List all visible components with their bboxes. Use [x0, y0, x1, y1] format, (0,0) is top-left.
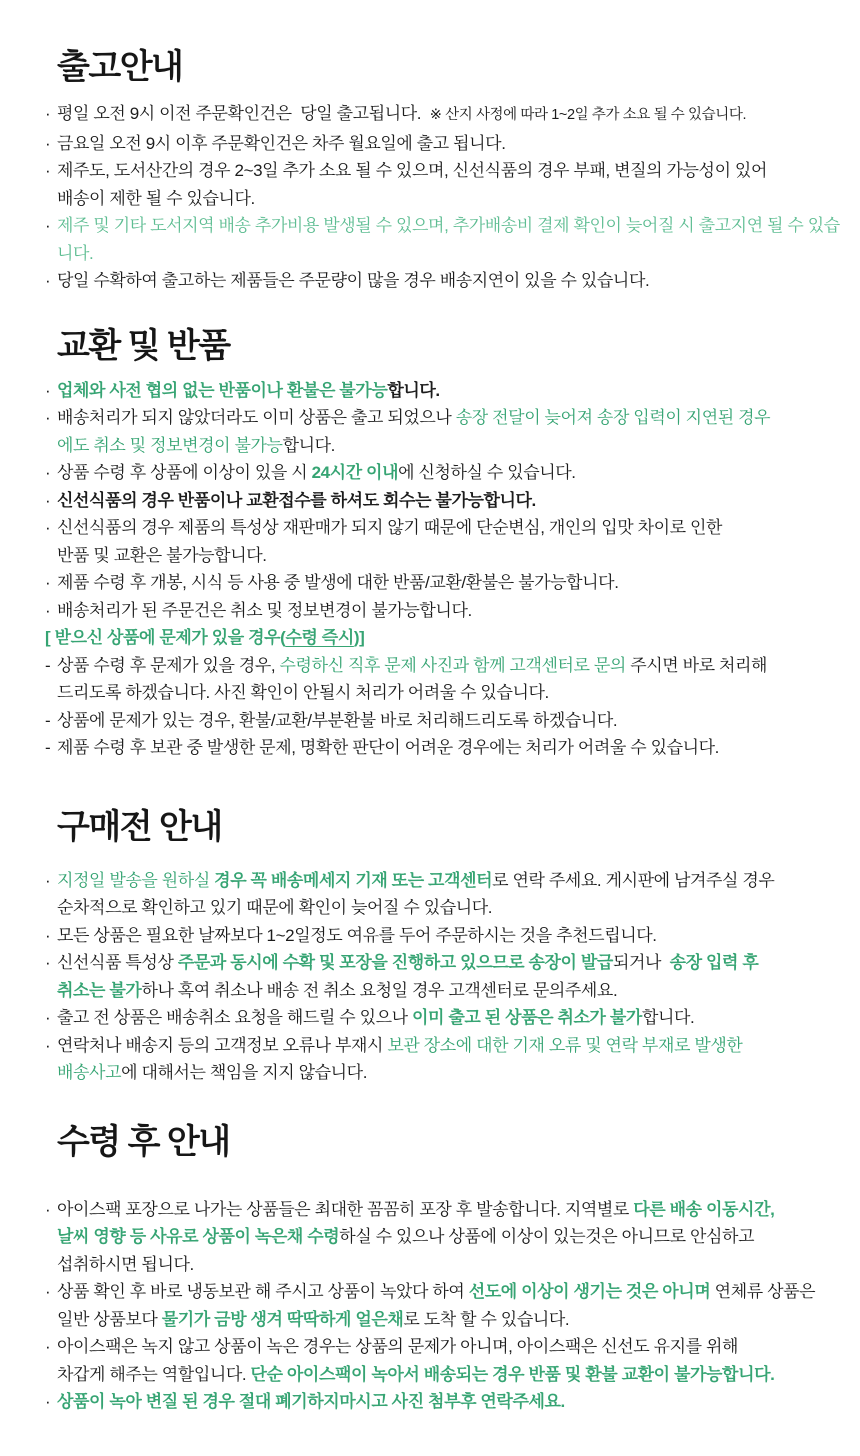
text-segment: 제주도, 도서산간의 경우 2~3일 추가 소요 될 수 있으며, 신선식품의 경우 부패, 변질의 가능성이 있어	[57, 161, 767, 181]
section-title-shipping-guide: 출고안내	[57, 48, 183, 86]
notice-line	[45, 1032, 846, 1060]
notice-line-text	[57, 1223, 846, 1251]
bullet-marker: ·	[45, 573, 51, 593]
text-segment: 아이스팩은 녹지 않고 상품이 녹은 경우는 상품의 문제가 아니며, 아이스팩은 신선도 유지를 위해	[57, 1337, 739, 1357]
text-segment: 드리도록 하겠습니다. 사진 확인이 안될시 처리가 어려울 수 있습니다.	[57, 683, 549, 703]
notice-line	[45, 404, 846, 432]
notice-line-text	[57, 1278, 846, 1306]
text-segment: 다른 배송 이동시간,	[633, 1199, 775, 1219]
bullet-marker: ·	[45, 380, 51, 400]
text-segment: 하실 수 있으나 상품에 이상이 있는것은 아니므로 안심하고	[339, 1227, 755, 1247]
bullet-marker: ·	[45, 1008, 51, 1028]
notice-line-text	[57, 185, 846, 213]
notice-line	[45, 707, 846, 735]
bullet-marker: ·	[45, 490, 51, 510]
bullet-marker: ·	[45, 1392, 51, 1412]
text-segment: 평일 오전 9시 이전 주문확인건은 당일 출고됩니다.	[57, 104, 430, 124]
text-segment: 수령 즉시	[285, 628, 354, 648]
text-segment: 아이스팩 포장으로 나가는 상품들은 최대한 꼼꼼히 포장 후 발송합니다. 지역별로	[57, 1199, 634, 1219]
text-segment: 상품 수령 후 상품에 이상이 있을 시	[57, 463, 312, 483]
notice-line	[45, 1196, 846, 1224]
text-segment: 주시면 바로 처리해	[625, 655, 768, 675]
text-segment: 배송처리가 되지 않았더라도 이미 상품은 출고 되었으나	[57, 408, 456, 428]
bullet-marker: ·	[45, 216, 51, 236]
notice-line-text	[57, 1059, 846, 1087]
notice-line-text	[57, 894, 846, 922]
notice-line-text	[57, 459, 846, 487]
text-segment: 신선식품의 경우 반품이나 교환접수를 하셔도 회수는 불가능합니다.	[57, 490, 536, 510]
notice-line	[45, 130, 846, 158]
notice-line-text	[57, 1388, 846, 1416]
notice-line	[45, 1059, 846, 1087]
text-segment: 취소는 불가	[57, 980, 142, 1000]
text-segment: 연체류 상품은	[710, 1282, 816, 1302]
notice-line	[45, 977, 846, 1005]
text-segment: 물기가 금방 생겨 딱딱하게 얼은채	[161, 1309, 404, 1329]
text-segment: 금요일 오전 9시 이후 주문확인건은 차주 월요일에 출고 됩니다.	[57, 133, 506, 153]
text-segment: 제품 수령 후 개봉, 시식 등 사용 중 발생에 대한 반품/교환/환불은 불가능합니다.	[57, 573, 619, 593]
notice-line	[45, 542, 846, 570]
notice-line-text	[57, 404, 846, 432]
notice-line	[45, 1361, 846, 1389]
notice-line-text	[57, 1004, 846, 1032]
text-segment: 섭취하시면 됩니다.	[57, 1254, 194, 1274]
notice-line-text	[57, 157, 846, 185]
text-segment: 모든 상품은 필요한 날짜보다 1~2일정도 여유를 두어 주문하시는 것을 추천드립니다.	[57, 925, 657, 945]
notice-line-text	[57, 267, 846, 295]
bullet-marker: ·	[45, 518, 51, 538]
notice-line	[45, 922, 846, 950]
text-segment: 업체와 사전 협의 없는 반품이나 환불은 불가능	[57, 380, 388, 400]
bullet-marker: -	[45, 738, 51, 758]
notice-line	[45, 1388, 846, 1416]
text-segment: 연락처나 배송지 등의 고객정보 오류나 부재시	[57, 1035, 388, 1055]
bullet-marker: ·	[45, 271, 51, 291]
text-segment: 로 연락 주세요. 게시판에 남겨주실 경우	[492, 870, 775, 890]
section-title-after-receipt: 수령 후 안내	[57, 1122, 230, 1161]
notice-line-text	[57, 542, 846, 570]
text-segment: 상품에 문제가 있는 경우, 환불/교환/부분환불 바로 처리해드리도록 하겠습니다.	[57, 710, 618, 730]
notice-line-text	[57, 597, 846, 625]
text-segment: 차갑게 해주는 역할입니다.	[57, 1364, 251, 1384]
notice-line	[45, 100, 846, 130]
notice-line-text	[57, 1032, 846, 1060]
text-segment: 신선식품 특성상	[57, 953, 178, 973]
notice-line	[45, 1306, 846, 1334]
notice-line-text	[57, 100, 846, 130]
notice-line-text	[57, 977, 846, 1005]
text-segment: 경우 꼭 배송메세지 기재 또는 고객센터	[214, 870, 493, 890]
notice-line	[45, 624, 846, 652]
text-segment: 출고 전 상품은 배송취소 요청을 해드릴 수 있으나	[57, 1008, 413, 1028]
bullet-marker: ·	[45, 104, 51, 124]
section-title-exchange-return: 교환 및 반품	[57, 326, 230, 365]
bullet-marker: ·	[45, 600, 51, 620]
notice-line-text	[57, 734, 846, 762]
bullet-marker: ·	[45, 161, 51, 181]
text-segment: 상품이 녹아 변질 된 경우 절대 폐기하지마시고 사진 첨부후 연락주세요.	[57, 1392, 565, 1412]
bullet-marker: ·	[45, 133, 51, 153]
text-segment: 단순 아이스팩이 녹아서 배송되는 경우 반품 및 환불 교환이 불가능합니다.	[250, 1364, 775, 1384]
notice-line-text	[57, 867, 846, 895]
notice-line	[45, 597, 846, 625]
bullet-marker: ·	[45, 925, 51, 945]
notice-line	[45, 1251, 846, 1279]
notice-line-text	[57, 569, 846, 597]
notice-line-text	[57, 377, 846, 405]
notice-line	[45, 157, 846, 185]
text-segment: [ 받으신 상품에 문제가 있을 경우(	[45, 628, 286, 648]
notice-line-text	[57, 949, 846, 977]
text-segment: 합니다.	[641, 1008, 695, 1028]
section-body-after-receipt	[45, 1196, 846, 1416]
notice-line	[45, 267, 846, 295]
notice-line	[45, 212, 846, 267]
text-segment: 배송처리가 된 주문건은 취소 및 정보변경이 불가능합니다.	[57, 600, 472, 620]
text-segment: 에도 취소 및 정보변경이 불가능	[57, 435, 283, 455]
notice-line	[45, 652, 846, 680]
notice-line	[45, 1004, 846, 1032]
text-segment: 합니다.	[387, 380, 440, 400]
section-body-before-purchase	[45, 867, 846, 1087]
notice-line	[45, 514, 846, 542]
notice-line-text	[57, 130, 846, 158]
text-segment: 이미 출고 된 상품은 취소가 불가	[412, 1008, 642, 1028]
text-segment: 상품 수령 후 문제가 있을 경우,	[57, 655, 280, 675]
text-segment: 에 대해서는 책임을 지지 않습니다.	[121, 1063, 368, 1083]
notice-line	[45, 1333, 846, 1361]
notice-line-text	[57, 1306, 846, 1334]
text-segment: 배송이 제한 될 수 있습니다.	[57, 188, 255, 208]
text-segment: 송장 입력 후	[665, 953, 759, 973]
notice-line	[45, 569, 846, 597]
bullet-marker: ·	[45, 408, 51, 428]
notice-line	[45, 1278, 846, 1306]
bullet-marker: ·	[45, 1337, 51, 1357]
text-segment: 날씨 영향 등 사유로 상품이 녹은채 수령	[57, 1227, 340, 1247]
section-title-before-purchase: 구매전 안내	[57, 807, 222, 846]
bullet-marker: ·	[45, 953, 51, 973]
notice-line-text	[57, 1196, 846, 1224]
text-segment: 신선식품의 경우 제품의 특성상 재판매가 되지 않기 때문에 단순변심, 개인의 입맛 차이로 인한	[57, 518, 723, 538]
section-body-shipping-guide	[45, 100, 846, 295]
notice-line	[45, 432, 846, 460]
text-segment: 보관 장소에 대한 기재 오류 및 연락 부재로 발생한	[387, 1035, 743, 1055]
notice-line-text	[57, 514, 846, 542]
text-segment: 반품 및 교환은 불가능합니다.	[57, 545, 267, 565]
section-shipping-guide	[45, 48, 846, 295]
section-after-receipt	[45, 1123, 846, 1416]
text-segment: 선도에 이상이 생기는 것은 아니며	[468, 1282, 711, 1302]
notice-line-text	[57, 922, 846, 950]
text-segment: 지정일 발송을 원하실	[57, 870, 215, 890]
notice-line-text	[57, 212, 846, 267]
section-exchange-return	[45, 327, 846, 762]
notice-line-text	[45, 624, 846, 652]
bullet-marker: ·	[45, 1282, 51, 1302]
notice-line	[45, 1223, 846, 1251]
notice-line	[45, 949, 846, 977]
text-segment: 24시간 이내	[311, 463, 399, 483]
notice-line	[45, 894, 846, 922]
notice-line	[45, 377, 846, 405]
text-segment: 당일 수확하여 출고하는 제품들은 주문량이 많을 경우 배송지연이 있을 수 있습니다.	[57, 271, 650, 291]
notice-line	[45, 867, 846, 895]
text-segment: ※ 산지 사정에 따라 1~2일 추가 소요 될 수 있습니다.	[429, 107, 747, 124]
bullet-marker: ·	[45, 1035, 51, 1055]
notice-line	[45, 185, 846, 213]
bullet-marker: ·	[45, 463, 51, 483]
bullet-marker: -	[45, 710, 51, 730]
text-segment: 일반 상품보다	[57, 1309, 162, 1329]
text-segment: 제품 수령 후 보관 중 발생한 문제, 명확한 판단이 어려운 경우에는 처리가 어려울 수 있습니다.	[57, 738, 719, 758]
text-segment: 합니다.	[282, 435, 335, 455]
text-segment: 에 신청하실 수 있습니다.	[398, 463, 576, 483]
bullet-marker: -	[45, 655, 51, 675]
text-segment: )]	[353, 628, 365, 648]
text-segment: 로 도착 할 수 있습니다.	[403, 1309, 570, 1329]
text-segment: 수령하신 직후 문제 사진과 함께 고객센터로 문의	[279, 655, 626, 675]
text-segment: 되거나	[612, 953, 666, 973]
text-segment: 송장 전달이 늦어져 송장 입력이 지연된 경우	[455, 408, 771, 428]
section-before-purchase	[45, 808, 846, 1087]
text-segment: 주문과 동시에 수확 및 포장을 진행하고 있으므로 송장이 발급	[177, 953, 613, 973]
notice-line-text	[57, 679, 846, 707]
text-segment: 순차적으로 확인하고 있기 때문에 확인이 늦어질 수 있습니다.	[57, 898, 493, 918]
notice-line-text	[57, 1333, 846, 1361]
notice-line-text	[57, 1361, 846, 1389]
text-segment: 배송사고	[57, 1063, 122, 1083]
section-body-exchange-return	[45, 377, 846, 762]
notice-line	[45, 459, 846, 487]
text-segment: 하나 혹여 취소나 배송 전 취소 요청일 경우 고객센터로 문의주세요.	[141, 980, 618, 1000]
notice-line-text	[57, 487, 846, 515]
notice-line	[45, 679, 846, 707]
bullet-marker: ·	[45, 1199, 51, 1219]
notice-line	[45, 734, 846, 762]
notice-line-text	[57, 1251, 846, 1279]
notice-line-text	[57, 707, 846, 735]
text-segment: 상품 확인 후 바로 냉동보관 해 주시고 상품이 녹았다 하여	[57, 1282, 469, 1302]
text-segment: 제주 및 기타 도서지역 배송 추가비용 발생될 수 있으며, 추가배송비 결제 확인이 늦어질 시 출고지연 될 수 있습니다.	[57, 216, 840, 263]
bullet-marker: ·	[45, 870, 51, 890]
notice-line-text	[57, 432, 846, 460]
notice-line-text	[57, 652, 846, 680]
notice-line	[45, 487, 846, 515]
